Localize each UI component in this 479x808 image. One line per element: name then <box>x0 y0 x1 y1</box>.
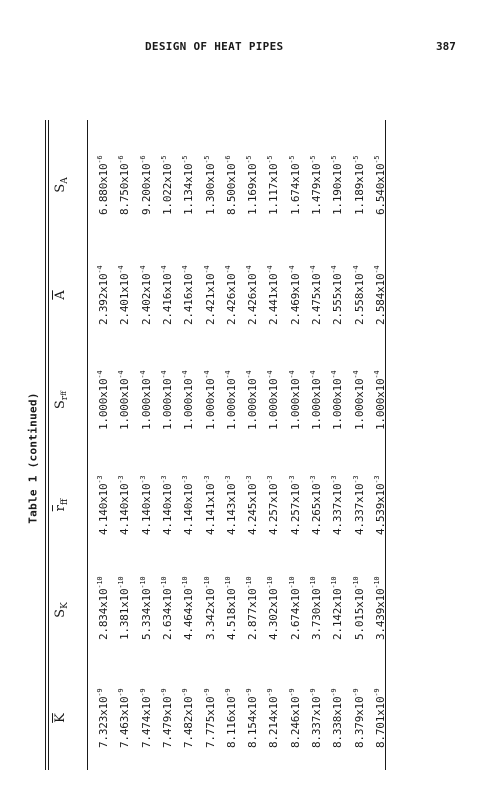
table-cell: $1.000x10^{-4}$ <box>351 370 366 430</box>
table-cell: $2.421x10^{-4}$ <box>202 265 217 325</box>
table-cell: $1.000x10^{-4}$ <box>245 370 260 430</box>
table-cell: $4.265x10^{-3}$ <box>309 475 323 535</box>
table-cell: $4.337x10^{-3}$ <box>330 475 345 535</box>
table-cell: $4.140x10^{-3}$ <box>117 475 132 535</box>
table-cell: $8.338x10^{-9}$ <box>330 688 345 748</box>
table-cell: $1.190x10^{-5}$ <box>330 155 345 215</box>
table-cell: $2.441x10^{-4}$ <box>266 265 281 325</box>
table-cell: $4.140x10^{-3}$ <box>96 475 110 535</box>
table-cell: $6.540x10^{-5}$ <box>372 155 387 215</box>
table-top-rule <box>45 120 46 770</box>
table-cell: $2.558x10^{-4}$ <box>351 265 366 325</box>
table-cell: $8.337x10^{-9}$ <box>309 688 323 748</box>
table-cell: $4.464x10^{-10}$ <box>181 576 196 640</box>
table-cell: $8.116x10^{-9}$ <box>223 688 238 748</box>
table-cell: $1.169x10^{-5}$ <box>245 155 260 215</box>
page-number: 387 <box>436 40 456 53</box>
table-cell: $4.143x10^{-3}$ <box>223 475 238 535</box>
table-cell: $1.000x10^{-4}$ <box>181 370 196 430</box>
table-cell: $8.379x10^{-9}$ <box>351 688 366 748</box>
table-cell: $4.140x10^{-3}$ <box>181 475 196 535</box>
table-cell: $7.482x10^{-9}$ <box>181 688 196 748</box>
table-cell: $2.426x10^{-4}$ <box>245 265 260 325</box>
table-cell: $1.117x10^{-5}$ <box>266 155 281 215</box>
column-header: $\overline{K}$ <box>53 713 68 723</box>
table-cell: $2.392x10^{-4}$ <box>96 265 110 325</box>
table-cell: $7.463x10^{-9}$ <box>117 688 132 748</box>
table-cell: $8.500x10^{-6}$ <box>223 155 238 215</box>
table-cell: $4.302x10^{-10}$ <box>266 576 281 640</box>
table-cell: $1.189x10^{-5}$ <box>351 155 366 215</box>
column-header: $S_rff$ <box>53 390 70 410</box>
table-cell: $2.426x10^{-4}$ <box>223 265 238 325</box>
table-header-rule <box>87 120 88 770</box>
table-cell: $2.634x10^{-10}$ <box>159 576 174 640</box>
table-cell: $6.880x10^{-6}$ <box>96 155 110 215</box>
table-cell: $9.200x10^{-6}$ <box>138 155 153 215</box>
table-cell: $1.000x10^{-4}$ <box>96 370 110 430</box>
table-cell: $4.257x10^{-3}$ <box>266 475 281 535</box>
table-cell: $2.401x10^{-4}$ <box>117 265 132 325</box>
table-cell: $8.750x10^{-6}$ <box>117 155 132 215</box>
table-cell: $1.000x10^{-4}$ <box>138 370 153 430</box>
table-cell: $7.775x10^{-9}$ <box>202 688 217 748</box>
column-header: $S_K$ <box>53 602 70 618</box>
table-cell: $4.140x10^{-3}$ <box>138 475 153 535</box>
table-cell: $4.337x10^{-3}$ <box>351 475 366 535</box>
table-cell: $1.000x10^{-4}$ <box>117 370 132 430</box>
table-top-rule-double <box>48 120 49 770</box>
table-cell: $2.416x10^{-4}$ <box>181 265 196 325</box>
table-cell: $2.674x10^{-10}$ <box>287 576 302 640</box>
table-cell: $2.555x10^{-4}$ <box>330 265 345 325</box>
table-cell: $1.381x10^{-10}$ <box>117 576 132 640</box>
table-cell: $5.334x10^{-10}$ <box>138 576 153 640</box>
table-cell: $1.674x10^{-5}$ <box>287 155 302 215</box>
table-cell: $2.584x10^{-4}$ <box>372 265 387 325</box>
table-cell: $2.834x10^{-10}$ <box>96 576 110 640</box>
table-cell: $1.000x10^{-4}$ <box>330 370 345 430</box>
table-cell: $4.140x10^{-3}$ <box>159 475 174 535</box>
table-cell: $1.000x10^{-4}$ <box>372 370 387 430</box>
table-cell: $1.000x10^{-4}$ <box>287 370 302 430</box>
table-cell: $2.469x10^{-4}$ <box>287 265 302 325</box>
table-cell: $1.000x10^{-4}$ <box>202 370 217 430</box>
table-cell: $1.479x10^{-5}$ <box>309 155 323 215</box>
table-cell: $8.246x10^{-9}$ <box>287 688 302 748</box>
table-cell: $4.539x10^{-3}$ <box>372 475 387 535</box>
table-cell: $1.022x10^{-5}$ <box>159 155 174 215</box>
column-header: $\overline{A}$ <box>53 290 68 300</box>
table-cell: $7.474x10^{-9}$ <box>138 688 153 748</box>
table-cell: $5.015x10^{-10}$ <box>351 576 366 640</box>
table-cell: $1.000x10^{-4}$ <box>309 370 323 430</box>
column-header: $S_A$ <box>53 177 70 193</box>
table-cell: $2.475x10^{-4}$ <box>309 265 323 325</box>
column-header: $\overline{r}_{ff}$ <box>53 498 70 512</box>
table-cell: $7.479x10^{-9}$ <box>159 688 174 748</box>
table-cell: $4.257x10^{-3}$ <box>287 475 302 535</box>
table-cell: $3.342x10^{-10}$ <box>202 576 217 640</box>
table-cell: $1.134x10^{-5}$ <box>181 155 196 215</box>
table-cell: $4.141x10^{-3}$ <box>202 475 217 535</box>
table-cell: $7.323x10^{-9}$ <box>96 688 110 748</box>
table-cell: $8.214x10^{-9}$ <box>266 688 281 748</box>
rotated-data-table <box>45 90 405 770</box>
table-cell: $2.142x10^{-10}$ <box>330 576 345 640</box>
table-cell: $4.518x10^{-10}$ <box>223 576 238 640</box>
table-cell: $1.000x10^{-4}$ <box>223 370 238 430</box>
table-cell: $2.416x10^{-4}$ <box>159 265 174 325</box>
table-cell: $2.402x10^{-4}$ <box>138 265 153 325</box>
table-cell: $1.300x10^{-5}$ <box>202 155 217 215</box>
table-cell: $8.701x10^{-9}$ <box>372 688 387 748</box>
table-caption: Table 1 (continued) <box>26 392 40 524</box>
table-cell: $3.439x10^{-10}$ <box>372 576 387 640</box>
table-bottom-rule <box>385 120 386 770</box>
table-cell: $2.877x10^{-10}$ <box>245 576 260 640</box>
table-cell: $1.000x10^{-4}$ <box>266 370 281 430</box>
table-cell: $8.154x10^{-9}$ <box>245 688 260 748</box>
running-header-title: DESIGN OF HEAT PIPES <box>145 40 284 53</box>
table-cell: $1.000x10^{-4}$ <box>159 370 174 430</box>
table-cell: $3.730x10^{-10}$ <box>309 576 323 640</box>
table-cell: $4.245x10^{-3}$ <box>245 475 260 535</box>
